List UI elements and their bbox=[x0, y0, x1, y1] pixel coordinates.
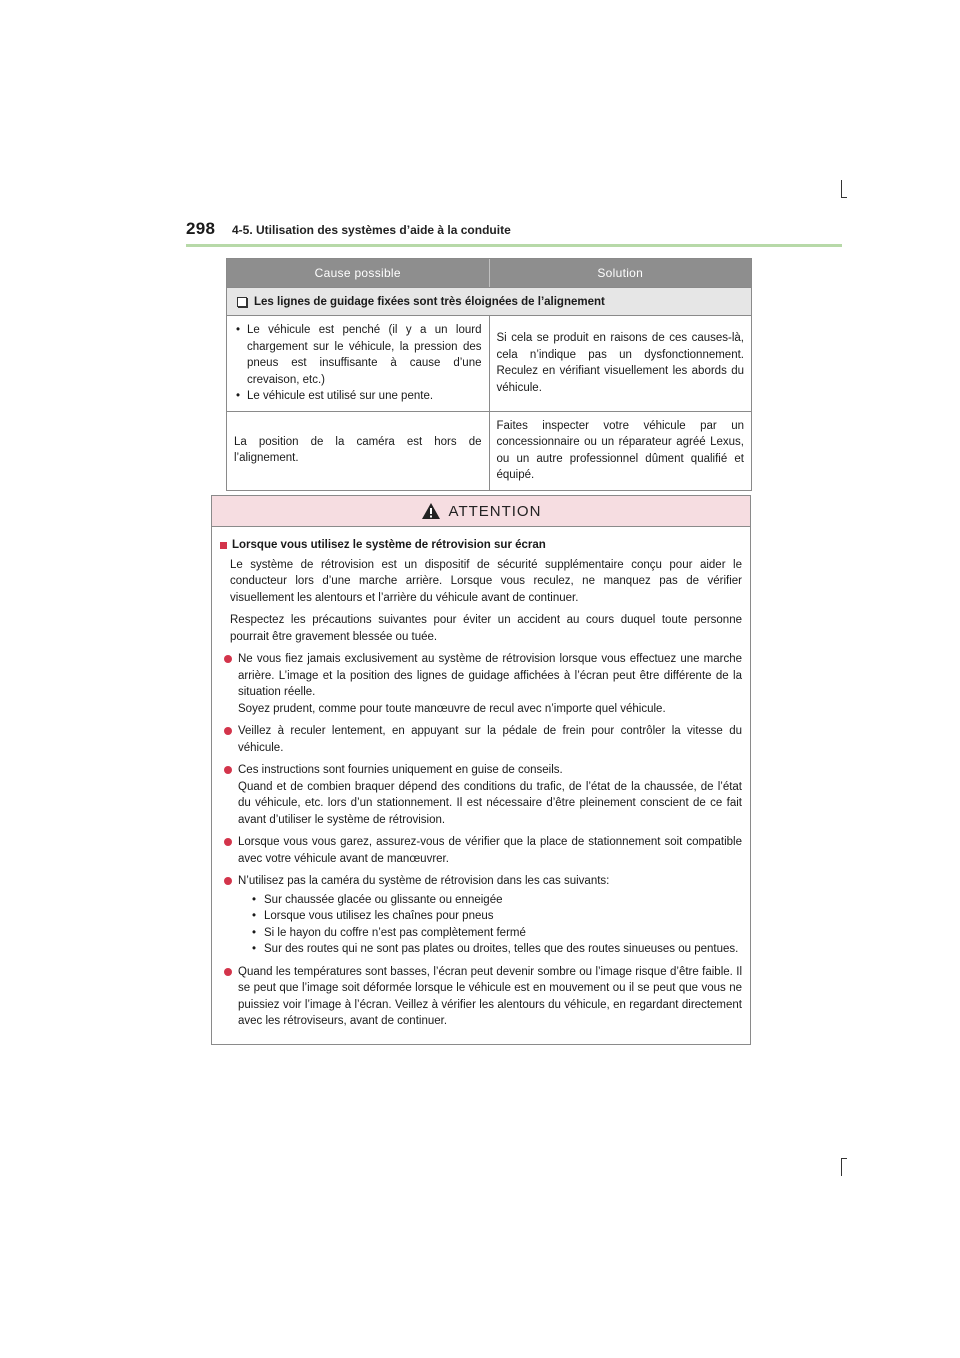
caution-item bbox=[220, 964, 742, 1030]
warning-triangle-icon bbox=[421, 502, 441, 520]
caution-paragraph: Respectez les précautions suivantes pour éviter un accident au cours duquel toute personne pourrait être gravement blessée ou tuée. bbox=[230, 614, 742, 643]
caution-item bbox=[220, 723, 742, 756]
caution-item bbox=[220, 873, 742, 958]
caution-item-text: Quand les températures sont basses, l’écran peut devenir sombre ou l’image risque d’être faible. Il se peut que l’image soit déformée lorsque le véhicule est en mouvement ou il se peut que vous ne puissiez voir l’image à l’écran. Veillez à vérifier les alentours du véhicule, en regardant directement avec les rétroviseurs, avant de continuer. bbox=[238, 965, 742, 1027]
caution-item bbox=[220, 834, 742, 867]
caution-item bbox=[220, 762, 742, 828]
caution-item-text: Quand et de combien braquer dépend des conditions du trafic, de l’état de la chaussée, de l’état du véhicule, etc. lors d’un stationnement. Il est nécessaire d’être pleinement conscient de ce fait avant d’utiliser le système de rétrovision. bbox=[238, 780, 742, 826]
crop-mark-bottom bbox=[841, 1158, 842, 1176]
solution-cell: Faites inspecter votre véhicule par un concessionnaire ou un réparateur agréé Lexus, ou un autre professionnel dûment qualifié et équipé. bbox=[496, 419, 744, 481]
condition-item: • Sur des routes qui ne sont pas plates ou droites, telles que des routes sinueuses ou pentues. bbox=[252, 941, 742, 958]
table-row bbox=[227, 411, 751, 490]
column-header-cause: Cause possible bbox=[227, 259, 490, 287]
caution-item-text: Soyez prudent, comme pour toute manœuvre de recul avec n’importe quel véhicule. bbox=[238, 702, 666, 715]
caution-item-text: Veillez à reculer lentement, en appuyant sur la pédale de frein pour contrôler la vitesse du véhicule. bbox=[238, 725, 742, 754]
crop-mark-top bbox=[841, 180, 842, 198]
table-row bbox=[227, 315, 751, 411]
red-bullet-icon bbox=[224, 727, 232, 735]
cause-item: • Le véhicule est penché (il y a un lourd chargement sur le véhicule, la pression des pneus est insuffisante à cause d’une crevaison, etc.) bbox=[234, 322, 482, 388]
subheading-text: Les lignes de guidage fixées sont très éloignées de l’alignement bbox=[254, 295, 605, 308]
cause-list bbox=[234, 322, 482, 405]
solution-cell: Si cela se produit en raisons de ces causes-là, cela n’indique pas un dysfonctionnement. Reculez en vérifiant visuellement les abords du véhicule. bbox=[496, 332, 744, 394]
red-bullet-icon bbox=[224, 968, 232, 976]
caution-paragraph: Le système de rétrovision est un dispositif de sécurité supplémentaire conçu pour aider le conducteur lors d’une marche arrière. Lorsque vous reculez, ne manquez pas de vérifier visuellement les alentours et l’arrière du véhicule avant de continuer. bbox=[230, 558, 742, 604]
header-rule bbox=[186, 244, 842, 247]
red-bullet-icon bbox=[224, 838, 232, 846]
condition-item: • Si le hayon du coffre n’est pas complètement fermé bbox=[252, 925, 742, 942]
column-header-solution: Solution bbox=[597, 266, 644, 280]
caution-item-text: Ces instructions sont fournies uniquement en guise de conseils. bbox=[238, 764, 563, 776]
troubleshooting-table bbox=[226, 258, 752, 491]
crop-mark-bottom-tick bbox=[841, 1158, 847, 1159]
condition-item: • Lorsque vous utilisez les chaînes pour pneus bbox=[252, 908, 742, 925]
caution-subtitle bbox=[220, 537, 742, 554]
table-header bbox=[227, 259, 751, 287]
condition-list bbox=[238, 892, 742, 958]
cause-cell: La position de la caméra est hors de l’alignement. bbox=[227, 412, 490, 490]
table-subheading bbox=[227, 287, 751, 315]
red-square-icon bbox=[220, 542, 227, 549]
caution-subtitle-text: Lorsque vous utilisez le système de rétrovision sur écran bbox=[232, 539, 546, 551]
caution-item-text: Ne vous fiez jamais exclusivement au système de rétrovision lorsque vous effectuez une marche arrière. L’image et la position des lignes de guidage affichées à l’écran peut être différente de la situation réelle. bbox=[238, 653, 742, 698]
red-bullet-icon bbox=[224, 655, 232, 663]
caution-header bbox=[212, 496, 750, 527]
cause-cell bbox=[227, 316, 490, 411]
checkbox-icon bbox=[237, 297, 247, 307]
red-bullet-icon bbox=[224, 877, 232, 885]
condition-item: • Sur chaussée glacée ou glissante ou enneigée bbox=[252, 892, 742, 909]
red-bullet-icon bbox=[224, 766, 232, 774]
crop-mark-top-tick bbox=[841, 197, 847, 198]
section-title: 4-5. Utilisation des systèmes d’aide à la conduite bbox=[232, 223, 511, 237]
cause-item: • Le véhicule est utilisé sur une pente. bbox=[234, 388, 482, 405]
caution-body bbox=[212, 527, 750, 1030]
page-number: 298 bbox=[186, 219, 216, 238]
caution-item-text: N’utilisez pas la caméra du système de rétrovision dans les cas suivants: bbox=[238, 875, 610, 887]
caution-title: ATTENTION bbox=[448, 502, 542, 520]
caution-box bbox=[211, 495, 751, 1045]
caution-item-text: Lorsque vous vous garez, assurez-vous de vérifier que la place de stationnement soit compatible avec votre véhicule avant de manœuvrer. bbox=[238, 836, 742, 865]
caution-item bbox=[220, 651, 742, 717]
